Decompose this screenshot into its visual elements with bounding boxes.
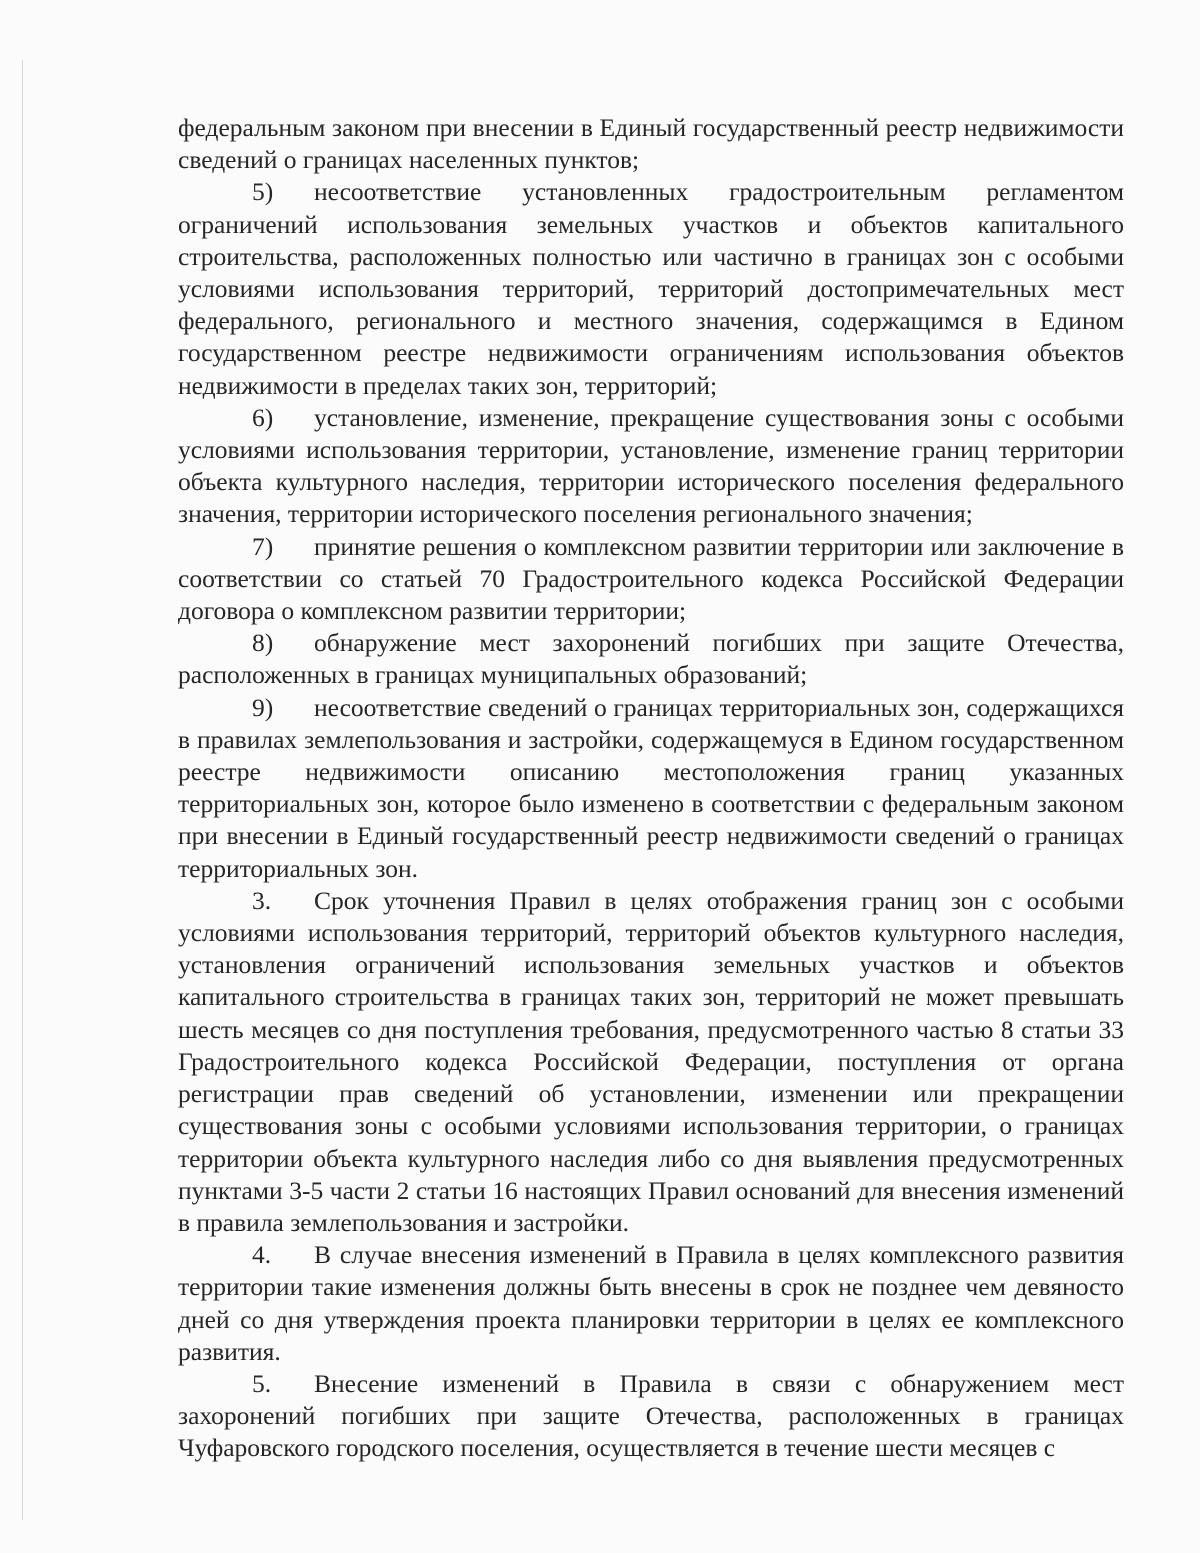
list-item-number: 7) xyxy=(252,531,274,561)
paragraph-text: обнаружение мест захоронений погибших при защите Отечества, расположенных в границах муниципальных образований; xyxy=(178,628,1124,690)
paragraph-text: несоответствие установленных градостроительным регламентом ограничений использования земельных участков и объектов капитального строительства, расположенных полностью или частично в границах зон с особыми условиями использования территорий, территорий достопримечательных мест федерального, регионального и местного значения, содержащимся в Едином государственном реестре недвижимости ограничениям использования объектов недвижимости в пределах таких зон, территорий; xyxy=(178,177,1124,400)
paragraph-continuation xyxy=(178,112,1124,176)
list-item-6 xyxy=(178,402,1124,531)
list-item-5 xyxy=(178,176,1124,401)
paragraph-text: Внесение изменений в Правила в связи с обнаружением мест захоронений погибших при защите Отечества, расположенных в границах Чуфаровского городского поселения, осуществляется в течение шести месяцев с xyxy=(178,1368,1124,1463)
list-item-number: 8) xyxy=(252,628,274,658)
scan-edge-line xyxy=(22,60,23,1520)
paragraph-text: В случае внесения изменений в Правила в целях комплексного развития территории такие изменения должны быть внесены в срок не позднее чем девяносто дней со дня утверждения проекта планировки территории в целях ее комплексного развития. xyxy=(178,1240,1124,1366)
section-3 xyxy=(178,885,1124,1239)
paragraph-text: установление, изменение, прекращение существования зоны с особыми условиями использования территории, установление, изменение границ территории объекта культурного наследия, территории исторического поселения федерального значения, территории исторического поселения регионального значения; xyxy=(178,402,1124,529)
list-item-9 xyxy=(178,692,1124,885)
list-item-number: 9) xyxy=(252,692,274,722)
list-item-number: 6) xyxy=(252,402,274,432)
document-body xyxy=(178,112,1124,1465)
paragraph-text: федеральным законом при внесении в Единый государственный реестр недвижимости сведений о границах населенных пунктов; xyxy=(178,113,1124,175)
paragraph-text: Срок уточнения Правил в целях отображения границ зон с особыми условиями использования территорий, территорий объектов культурного наследия, установления ограничений использования земельных участков и объектов капитального строительства в границах таких зон, территорий не может превышать шесть месяцев со дня поступления требования, предусмотренного частью 8 статьи 33 Градостроительного кодекса Российской Федерации, поступления от органа регистрации прав сведений об установлении, изменении или прекращении существования зоны с особыми условиями использования территории, о границах территории объекта культурного наследия либо со дня выявления предусмотренных пунктами 3-5 части 2 статьи 16 настоящих Правил оснований для внесения изменений в правила землепользования и застройки. xyxy=(178,885,1124,1237)
list-item-7 xyxy=(178,531,1124,628)
paragraph-text: несоответствие сведений о границах территориальных зон, содержащихся в правилах землепользования и застройки, содержащемуся в Едином государственном реестре недвижимости описанию местоположения границ указанных территориальных зон, которое было изменено в соответствии с федеральным законом при внесении в Единый государственный реестр недвижимости сведений о границах территориальных зон. xyxy=(178,692,1124,883)
section-number: 4. xyxy=(252,1240,272,1270)
list-item-8 xyxy=(178,627,1124,691)
section-number: 5. xyxy=(252,1368,272,1398)
section-4 xyxy=(178,1239,1124,1368)
list-item-number: 5) xyxy=(252,177,274,207)
paragraph-text: принятие решения о комплексном развитии территории или заключение в соответствии со статьей 70 Градостроительного кодекса Российской Федерации договора о комплексном развитии территории; xyxy=(178,531,1124,626)
section-number: 3. xyxy=(252,885,272,915)
section-5 xyxy=(178,1368,1124,1465)
